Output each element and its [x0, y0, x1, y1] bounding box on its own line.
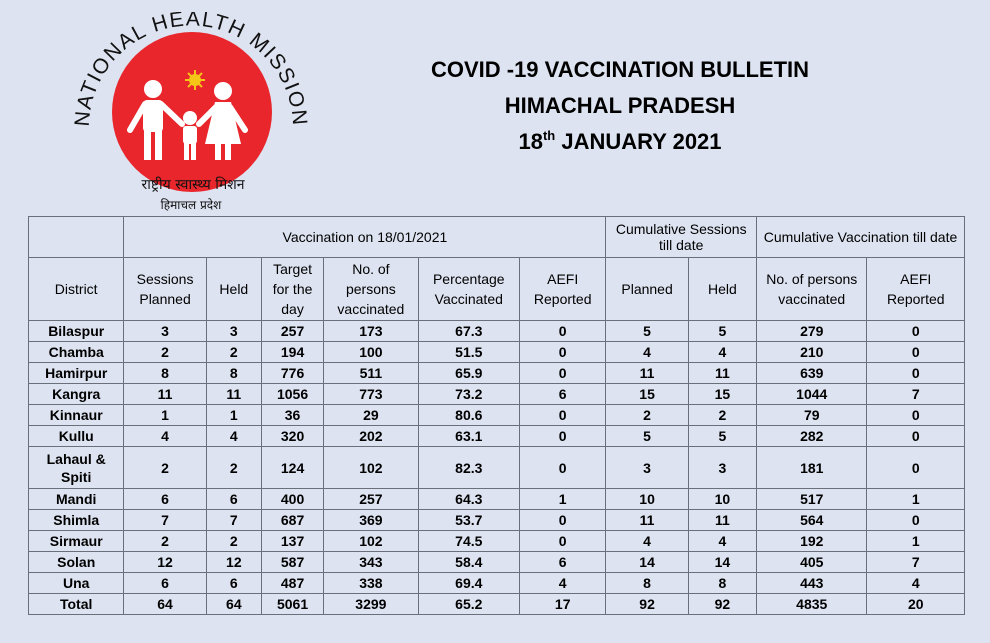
table-row [29, 384, 965, 405]
cell-vaccinated: 343 [324, 552, 418, 573]
cell-cum-planned: 8 [606, 573, 688, 594]
cell-target: 320 [261, 426, 323, 447]
col-header-cum-persons: No. of persons vaccinated [757, 258, 867, 321]
cell-cum-aefi: 0 [867, 363, 965, 384]
cell-held: 8 [206, 363, 261, 384]
cell-cum-vaccinated: 4835 [757, 594, 867, 615]
vaccination-table [28, 216, 965, 615]
cell-cum-planned: 4 [606, 342, 688, 363]
cell-held: 3 [206, 321, 261, 342]
cell-cum-aefi: 20 [867, 594, 965, 615]
nhm-emblem [65, 12, 325, 217]
cell-cum-planned: 11 [606, 510, 688, 531]
cell-percentage: 65.2 [418, 594, 519, 615]
cell-cum-planned: 14 [606, 552, 688, 573]
cell-held: 64 [206, 594, 261, 615]
title-line-2: HIMACHAL PRADESH [504, 93, 736, 118]
table-row [29, 489, 965, 510]
title-day: 18 [518, 129, 543, 154]
col-header-cum-held: Held [688, 258, 756, 321]
cell-cum-held: 14 [688, 552, 756, 573]
cell-target: 194 [261, 342, 323, 363]
cell-district: Sirmaur [29, 531, 124, 552]
cell-target: 5061 [261, 594, 323, 615]
col-header-cum-aefi: AEFI Reported [867, 258, 965, 321]
cell-aefi: 0 [519, 405, 605, 426]
cell-cum-held: 5 [688, 426, 756, 447]
cell-cum-vaccinated: 79 [757, 405, 867, 426]
cell-cum-planned: 2 [606, 405, 688, 426]
cell-target: 1056 [261, 384, 323, 405]
bulletin-title [330, 52, 910, 160]
cell-target: 776 [261, 363, 323, 384]
cell-aefi: 0 [519, 531, 605, 552]
cell-aefi: 6 [519, 552, 605, 573]
cell-cum-aefi: 4 [867, 573, 965, 594]
cell-planned: 11 [124, 384, 206, 405]
cell-planned: 4 [124, 426, 206, 447]
cell-cum-vaccinated: 282 [757, 426, 867, 447]
cell-cum-aefi: 0 [867, 342, 965, 363]
cell-aefi: 0 [519, 510, 605, 531]
cell-district: Una [29, 573, 124, 594]
cell-cum-held: 2 [688, 405, 756, 426]
cell-aefi: 6 [519, 384, 605, 405]
cell-held: 11 [206, 384, 261, 405]
cell-cum-held: 4 [688, 342, 756, 363]
cell-percentage: 65.9 [418, 363, 519, 384]
cell-aefi: 0 [519, 447, 605, 489]
cell-district: Total [29, 594, 124, 615]
col-header-target: Target for the day [261, 258, 323, 321]
logo-arc-text: NATIONAL HEALTH MISSION [70, 12, 312, 128]
title-line-3 [330, 124, 910, 160]
cell-percentage: 51.5 [418, 342, 519, 363]
cell-target: 487 [261, 573, 323, 594]
header-blank [29, 217, 124, 258]
cell-cum-planned: 5 [606, 321, 688, 342]
cell-percentage: 82.3 [418, 447, 519, 489]
cell-district: Kangra [29, 384, 124, 405]
cell-vaccinated: 173 [324, 321, 418, 342]
col-header-persons-vaccinated: No. of persons vaccinated [324, 258, 418, 321]
cell-target: 400 [261, 489, 323, 510]
col-header-sessions-planned: Sessions Planned [124, 258, 206, 321]
cell-held: 1 [206, 405, 261, 426]
cell-percentage: 80.6 [418, 405, 519, 426]
cell-cum-vaccinated: 1044 [757, 384, 867, 405]
cell-cum-vaccinated: 192 [757, 531, 867, 552]
table-row [29, 342, 965, 363]
cell-planned: 6 [124, 573, 206, 594]
cell-target: 137 [261, 531, 323, 552]
group-header-sessions: Cumulative Sessions till date [606, 217, 757, 258]
title-month-year: JANUARY 2021 [555, 129, 722, 154]
title-day-suffix: th [542, 128, 556, 143]
cell-cum-vaccinated: 181 [757, 447, 867, 489]
cell-aefi: 0 [519, 426, 605, 447]
cell-cum-vaccinated: 639 [757, 363, 867, 384]
logo-hindi-line1: राष्ट्रीय स्वास्थ्य मिशन [141, 177, 245, 193]
table-row [29, 363, 965, 384]
cell-cum-held: 10 [688, 489, 756, 510]
cell-cum-aefi: 0 [867, 510, 965, 531]
cell-cum-aefi: 0 [867, 321, 965, 342]
col-header-held: Held [206, 258, 261, 321]
cell-aefi: 4 [519, 573, 605, 594]
table-row [29, 447, 965, 489]
cell-planned: 7 [124, 510, 206, 531]
cell-planned: 6 [124, 489, 206, 510]
cell-district: Bilaspur [29, 321, 124, 342]
col-header-percentage: Percentage Vaccinated [418, 258, 519, 321]
cell-cum-held: 8 [688, 573, 756, 594]
cell-cum-held: 11 [688, 363, 756, 384]
cell-target: 587 [261, 552, 323, 573]
cell-percentage: 67.3 [418, 321, 519, 342]
cell-held: 6 [206, 573, 261, 594]
cell-cum-vaccinated: 564 [757, 510, 867, 531]
table-row [29, 531, 965, 552]
cell-vaccinated: 102 [324, 447, 418, 489]
table-row [29, 552, 965, 573]
cell-cum-planned: 15 [606, 384, 688, 405]
nhm-logo [65, 12, 325, 217]
cell-percentage: 63.1 [418, 426, 519, 447]
cell-cum-held: 15 [688, 384, 756, 405]
cell-district: Hamirpur [29, 363, 124, 384]
cell-target: 36 [261, 405, 323, 426]
cell-vaccinated: 100 [324, 342, 418, 363]
cell-planned: 2 [124, 531, 206, 552]
cell-held: 7 [206, 510, 261, 531]
cell-vaccinated: 773 [324, 384, 418, 405]
cell-district: Kinnaur [29, 405, 124, 426]
group-header-cumulative: Cumulative Vaccination till date [757, 217, 965, 258]
cell-vaccinated: 369 [324, 510, 418, 531]
cell-district: Solan [29, 552, 124, 573]
cell-held: 2 [206, 531, 261, 552]
cell-cum-held: 4 [688, 531, 756, 552]
cell-district: Kullu [29, 426, 124, 447]
cell-percentage: 74.5 [418, 531, 519, 552]
cell-cum-held: 5 [688, 321, 756, 342]
cell-cum-vaccinated: 405 [757, 552, 867, 573]
cell-cum-vaccinated: 210 [757, 342, 867, 363]
cell-target: 257 [261, 321, 323, 342]
cell-cum-held: 3 [688, 447, 756, 489]
cell-cum-aefi: 7 [867, 384, 965, 405]
cell-cum-vaccinated: 443 [757, 573, 867, 594]
cell-cum-aefi: 7 [867, 552, 965, 573]
cell-cum-aefi: 1 [867, 531, 965, 552]
cell-aefi: 1 [519, 489, 605, 510]
cell-district: Mandi [29, 489, 124, 510]
cell-cum-planned: 3 [606, 447, 688, 489]
cell-held: 4 [206, 426, 261, 447]
cell-vaccinated: 338 [324, 573, 418, 594]
sun-icon [185, 70, 205, 90]
cell-aefi: 0 [519, 342, 605, 363]
cell-vaccinated: 202 [324, 426, 418, 447]
cell-target: 687 [261, 510, 323, 531]
cell-planned: 8 [124, 363, 206, 384]
table-row [29, 426, 965, 447]
cell-vaccinated: 29 [324, 405, 418, 426]
cell-held: 12 [206, 552, 261, 573]
cell-vaccinated: 3299 [324, 594, 418, 615]
cell-planned: 1 [124, 405, 206, 426]
cell-percentage: 73.2 [418, 384, 519, 405]
cell-district: Lahaul & Spiti [29, 447, 124, 489]
cell-cum-planned: 11 [606, 363, 688, 384]
cell-planned: 2 [124, 342, 206, 363]
cell-district: Chamba [29, 342, 124, 363]
cell-held: 6 [206, 489, 261, 510]
cell-district: Shimla [29, 510, 124, 531]
col-header-district: District [29, 258, 124, 321]
table-row [29, 510, 965, 531]
cell-cum-aefi: 0 [867, 447, 965, 489]
cell-cum-held: 92 [688, 594, 756, 615]
cell-percentage: 53.7 [418, 510, 519, 531]
table-row-total [29, 594, 965, 615]
cell-held: 2 [206, 447, 261, 489]
cell-aefi: 0 [519, 321, 605, 342]
cell-cum-held: 11 [688, 510, 756, 531]
cell-cum-vaccinated: 279 [757, 321, 867, 342]
cell-cum-aefi: 1 [867, 489, 965, 510]
cell-cum-planned: 5 [606, 426, 688, 447]
cell-cum-planned: 10 [606, 489, 688, 510]
cell-cum-aefi: 0 [867, 426, 965, 447]
cell-planned: 64 [124, 594, 206, 615]
cell-percentage: 64.3 [418, 489, 519, 510]
logo-hindi-line2: हिमाचल प्रदेश [160, 198, 222, 212]
cell-aefi: 17 [519, 594, 605, 615]
cell-cum-aefi: 0 [867, 405, 965, 426]
cell-cum-vaccinated: 517 [757, 489, 867, 510]
cell-target: 124 [261, 447, 323, 489]
title-line-1: COVID -19 VACCINATION BULLETIN [430, 57, 810, 82]
cell-vaccinated: 511 [324, 363, 418, 384]
table-row [29, 321, 965, 342]
cell-cum-planned: 92 [606, 594, 688, 615]
cell-percentage: 58.4 [418, 552, 519, 573]
cell-planned: 3 [124, 321, 206, 342]
cell-planned: 2 [124, 447, 206, 489]
cell-held: 2 [206, 342, 261, 363]
col-header-cum-planned: Planned [606, 258, 688, 321]
cell-vaccinated: 102 [324, 531, 418, 552]
cell-cum-planned: 4 [606, 531, 688, 552]
cell-planned: 12 [124, 552, 206, 573]
cell-percentage: 69.4 [418, 573, 519, 594]
table-row [29, 573, 965, 594]
group-header-vaccination: Vaccination on 18/01/2021 [124, 217, 606, 258]
cell-vaccinated: 257 [324, 489, 418, 510]
table-row [29, 405, 965, 426]
cell-aefi: 0 [519, 363, 605, 384]
col-header-aefi: AEFI Reported [519, 258, 605, 321]
